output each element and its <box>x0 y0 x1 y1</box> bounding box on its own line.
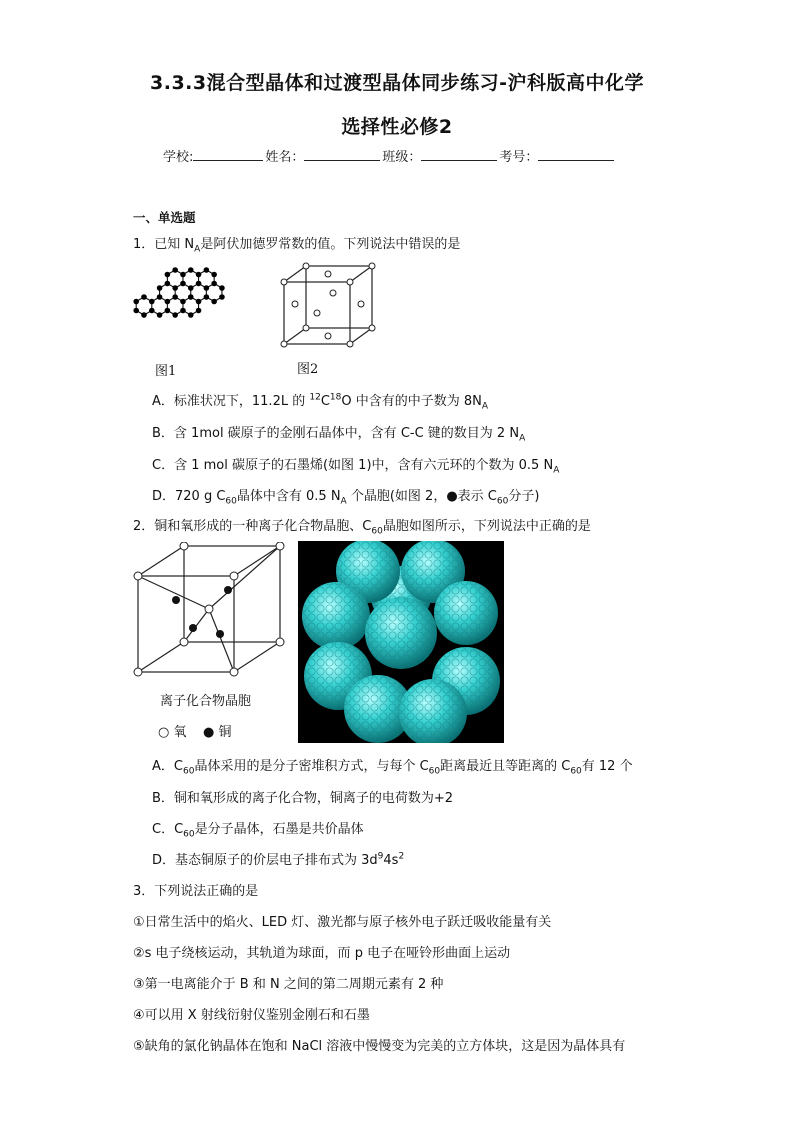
graphene-atom <box>180 272 186 278</box>
graphene-atom <box>165 281 171 287</box>
copper-legend-icon: ● <box>203 725 215 740</box>
q1-stem: 1．已知 $N_A$是阿伏加德罗常数的值。下列说法中错误的是 <box>133 237 461 255</box>
c60-unit-cell-figure <box>278 260 378 350</box>
graphene-atom <box>196 272 202 278</box>
q2-option-d[interactable]: D．基态铜原子的价层电子排布式为 $3d^94s^2$ <box>152 851 405 868</box>
fig2-label: 图2 <box>297 362 319 377</box>
q1-option-a[interactable]: A．标准状况下，11.2L 的 $^{12}C^{18}O$ 中含有的中子数为 $8N_A$ <box>152 392 489 412</box>
graphene-atom <box>165 299 171 305</box>
q2-option-c[interactable]: C．$C_{60}$是分子晶体，石墨是共价晶体 <box>152 822 364 840</box>
q3-item-4: ④可以用 X 射线衍射仪鉴别金刚石和石墨 <box>133 1008 370 1023</box>
name-blank[interactable] <box>304 148 380 161</box>
graphene-atom <box>180 281 186 287</box>
section-title: 一、单选题 <box>133 210 196 225</box>
q3-item-2: ②s 电子绕核运动，其轨道为球面，而 p 电子在哑铃形曲面上运动 <box>133 946 511 961</box>
graphene-atom <box>204 267 210 273</box>
q1-option-d[interactable]: D．720 g $C_{60}$晶体中含有 0.5 $N_A$ 个晶胞(如图 2，●表示 $C_{60}$分子) <box>152 489 540 507</box>
graphene-atom <box>196 299 202 305</box>
graphene-atom <box>211 281 217 287</box>
graphene-atom <box>172 285 178 291</box>
graphene-atom <box>204 294 210 300</box>
graphene-atom <box>219 285 225 291</box>
graphene-atom <box>133 308 139 314</box>
q1-option-b[interactable]: B．含 1mol 碳原子的金刚石晶体中，含有 C-C 键的数目为 2 $N_A$ <box>152 426 526 444</box>
graphene-atom <box>133 299 139 305</box>
graphene-atom <box>157 294 163 300</box>
q1-option-c[interactable]: C．含 1 mol 碳原子的石墨烯(如图 1)中，含有六元环的个数为 0.5 $N_A$ <box>152 458 560 476</box>
graphene-atom <box>188 285 194 291</box>
c60-crystal-image <box>298 541 504 743</box>
graphene-atom <box>165 272 171 278</box>
graphene-atom <box>172 267 178 273</box>
oxygen-legend-icon: ○ <box>158 725 170 740</box>
graphene-atom <box>172 294 178 300</box>
q3-item-5: ⑤缺角的氯化钠晶体在饱和 NaCl 溶液中慢慢变为完美的立方体块，这是因为晶体具有 <box>133 1039 626 1054</box>
oxygen-legend-label: 氧 <box>173 725 187 740</box>
fig1-label: 图1 <box>155 364 177 379</box>
graphene-atom <box>211 299 217 305</box>
graphene-atom <box>141 312 147 318</box>
c60-molecule-texture <box>302 582 370 650</box>
graphene-atom <box>141 294 147 300</box>
graphene-atom <box>188 294 194 300</box>
school-blank[interactable] <box>193 148 263 161</box>
number-label: 考号： <box>499 150 539 165</box>
graphene-atom <box>165 308 171 314</box>
q3-item-3: ③第一电离能介于 B 和 N 之间的第二周期元素有 2 种 <box>133 977 444 992</box>
ionic-cell-label: 离子化合物晶胞 <box>160 694 252 709</box>
c60-molecule-texture <box>365 597 437 669</box>
graphene-atom <box>188 267 194 273</box>
q3-stem: 3．下列说法正确的是 <box>133 884 259 899</box>
ionic-unit-cell-figure <box>132 542 290 680</box>
graphene-atom <box>196 281 202 287</box>
student-info <box>163 146 616 165</box>
c60-spheres <box>298 541 504 743</box>
name-label: 姓名： <box>265 150 305 165</box>
graphene-atom <box>149 299 155 305</box>
graphene-atom <box>204 285 210 291</box>
graphene-atom <box>188 312 194 318</box>
class-label: 班级： <box>382 150 422 165</box>
graphene-atom <box>172 312 178 318</box>
graphene-atom <box>196 308 202 314</box>
graphene-atom <box>211 272 217 278</box>
class-blank[interactable] <box>421 148 497 161</box>
graphene-atom <box>157 285 163 291</box>
title-line-1: 3.3.3混合型晶体和过渡型晶体同步练习-沪科版高中化学 <box>150 72 644 94</box>
legend <box>158 721 232 740</box>
graphene-atom <box>219 294 225 300</box>
graphene-atom <box>180 308 186 314</box>
title-line-2: 选择性必修2 <box>341 116 453 138</box>
graphene-atom <box>149 308 155 314</box>
c60-molecule-texture <box>434 581 498 645</box>
q2-stem: 2．铜和氧形成的一种离子化合物晶胞、$C_{60}$晶胞如图所示，下列说法中正确的是 <box>133 519 591 537</box>
graphene-atom <box>157 312 163 318</box>
q2-option-b[interactable]: B．铜和氧形成的离子化合物，铜离子的电荷数为+2 <box>152 791 454 806</box>
school-label: 学校: <box>163 150 194 165</box>
copper-legend-label: 铜 <box>218 725 232 740</box>
q3-item-1: ①日常生活中的焰火、LED 灯、激光都与原子核外电子跃迁吸收能量有关 <box>133 915 552 930</box>
graphene-atom <box>180 299 186 305</box>
number-blank[interactable] <box>538 148 614 161</box>
q2-option-a[interactable]: A．$C_{60}$晶体采用的是分子密堆积方式，与每个 $C_{60}$距离最近且等距离的 $C_{60}$有 12 个 <box>152 759 633 777</box>
graphene-figure <box>130 265 240 345</box>
